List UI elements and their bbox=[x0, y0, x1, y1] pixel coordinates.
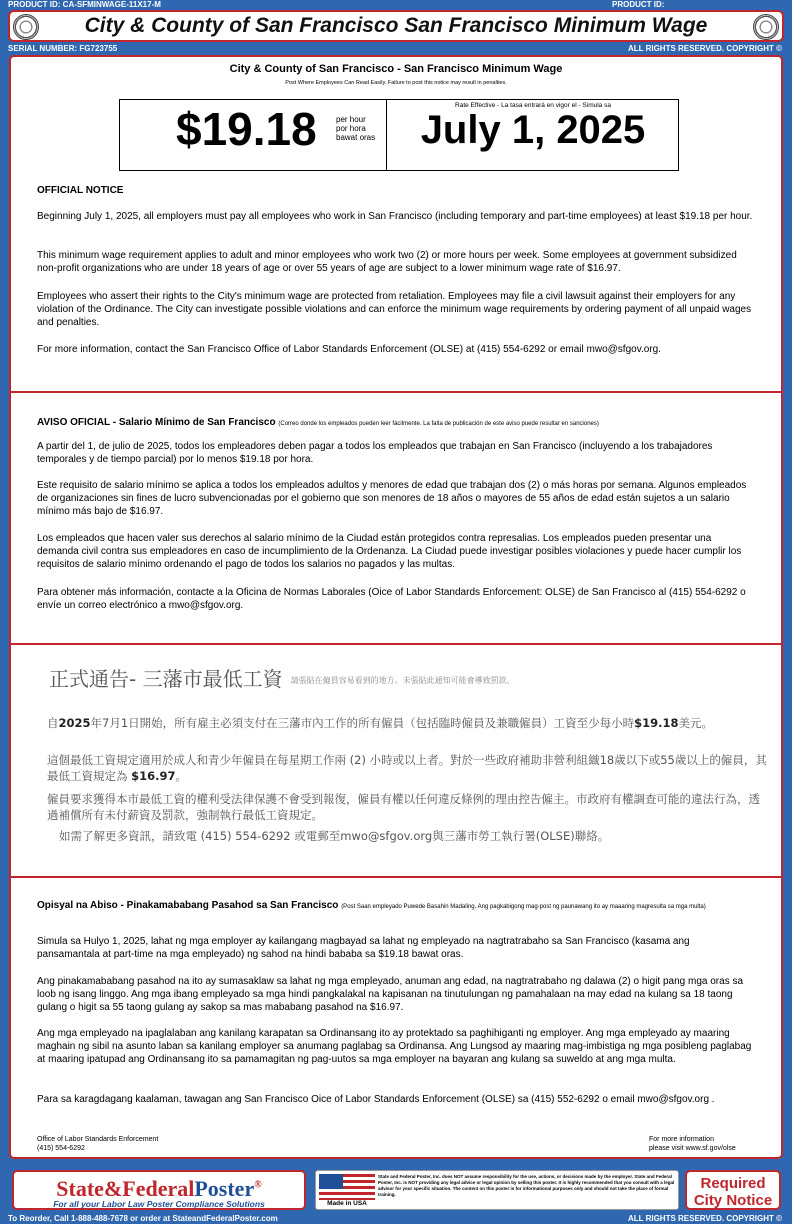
chinese-year: 2025 bbox=[58, 716, 91, 730]
poster-title: City & County of San Francisco San Francisco Minimum Wage bbox=[84, 14, 708, 37]
spanish-paragraph: Este requisito de salario mínimo se aplica a todos los empleados adultos y menores de edad que trabajan dos (2) o más horas por semana. Algunos empleados de organizaciones sin fines de lucro subvencionadas por el gobierno que son menores de 18 años o mayores de 55 años de edad están sujetos a un salario mínimo más bajo de $16.97. bbox=[37, 480, 747, 517]
footer-right bbox=[649, 1135, 736, 1153]
top-meta-bar bbox=[0, 0, 792, 10]
tagalog-paragraph: Ang mga empleyado na ipaglalaban ang kanilang karapatan sa Ordinansang ito ay protektado sa paghihiganti ng employer. Ang mga empleyado ay maaring maghain ng sibil na asunto laban sa kanilang employer sa anumang paglabag sa Ordinansa. Ang Lungsod ay maaring mag-imbistiga ng mga posibleng paglabag at maaring ipatupad ang Ordinansang ito sa pamamagitan ng pag-uutos sa mga employer na bayaran ang kulang sa suweldo at ang mga multa. bbox=[37, 1028, 752, 1065]
wage-amount: $19.18 bbox=[176, 103, 317, 155]
english-heading: OFFICIAL NOTICE bbox=[37, 185, 124, 196]
badge-line-1: Required bbox=[700, 1175, 766, 1192]
chinese-paragraph: 如需了解更多資訊，請致電 (415) 554-6292 或電郵至mwo@sfgov.org與三藩市勞工執行署(OLSE)聯絡。 bbox=[59, 829, 610, 843]
tagalog-heading bbox=[37, 899, 755, 914]
chinese-text: 。 bbox=[175, 769, 188, 783]
registered-mark: ® bbox=[254, 1179, 262, 1191]
footer-more-info: For more information bbox=[649, 1136, 714, 1143]
copyright-bottom: ALL RIGHTS RESERVED. COPYRIGHT © bbox=[627, 1214, 782, 1223]
spanish-paragraph: Los empleados que hacen valer sus derechos al salario mínimo de la Ciudad están protegidos contra represalias. Los empleados pueden presentar una demanda civil contra sus empleadores en caso de incumplimiento de la Ordenanza. La Ciudad puede investigar posibles violaciones y puede hacer cumplir los requisitos de salario mínimo ordenando el pago de todos los salarios no pagados y las multas. bbox=[37, 533, 742, 570]
english-paragraph: This minimum wage requirement applies to adult and minor employees who work two (2) or more hours per week. Some employees at government subsidized non-profit organizations who are under 18 years of age or over 55 years of age are subject to a lower minimum wage rate of $16.97. bbox=[37, 250, 737, 274]
chinese-text: 自 bbox=[47, 716, 59, 730]
logo-part-poster: Poster bbox=[194, 1176, 255, 1201]
tagalog-heading-text: Opisyal na Abiso - Pinakamababang Pasahod sa San Francisco bbox=[37, 900, 339, 911]
serial-number: SERIAL NUMBER: FG723755 bbox=[8, 44, 118, 53]
tagalog-paragraph: Para sa karagdagang kaalaman, tawagan ang San Francisco Oice of Labor Standards Enforcement (OLSE) sa (415) 552-6292 o email mwo@sfgov.org . bbox=[37, 1094, 715, 1105]
chinese-text: 年7月1日開始，所有雇主必須支付在三藩市內工作的所有僱員（包括臨時僱員及兼職僱員）工資至少每小時 bbox=[90, 716, 635, 730]
footer-office: Office of Labor Standards Enforcement bbox=[37, 1136, 159, 1143]
spanish-section bbox=[11, 393, 781, 643]
unit-tl: bawat oras bbox=[336, 133, 376, 142]
footer-phone: (415) 554-6292 bbox=[37, 1145, 85, 1152]
rate-box bbox=[119, 99, 679, 171]
chinese-heading-text: 正式通告- 三藩市最低工資 bbox=[49, 667, 283, 691]
effective-label: Rate Effective - La tasa entrará en vigor el - Simula sa bbox=[455, 102, 611, 109]
unit-es: por hora bbox=[336, 124, 366, 133]
tagalog-heading-note: (Post Saan empleyado Puwede Basahin Madaling. Ang pagkabigong mag-post ng paunawang ito ay maaaring magresulta sa mga multa) bbox=[341, 904, 706, 910]
badge-line-2: City Notice bbox=[693, 1192, 773, 1209]
english-paragraph: For more information, contact the San Francisco Office of Labor Standards Enforcement (OLSE) at (415) 554-6292 or email mwo@sfgov.org. bbox=[37, 344, 661, 355]
reorder-info: To Reorder, Call 1-888-488-7678 or order at StateandFederalPoster.com bbox=[8, 1214, 278, 1223]
city-seal-icon bbox=[13, 14, 39, 40]
chinese-amount: $19.18 bbox=[634, 716, 679, 730]
english-section bbox=[11, 57, 781, 391]
spanish-heading bbox=[37, 416, 755, 431]
product-id-right: PRODUCT ID: bbox=[612, 0, 665, 9]
bottom-bar bbox=[0, 1167, 792, 1213]
chinese-amount: $16.97 bbox=[131, 769, 176, 783]
required-city-notice-badge bbox=[685, 1170, 781, 1210]
tagalog-paragraph: Simula sa Hulyo 1, 2025, lahat ng mga employer ay kailangang magbayad sa lahat ng empleyado na nagtratrabaho sa San Francisco (kasama ang pansamantala at part-time na mga empleyado) ng sahod na hindi bababa sa $19.18 bawat oras. bbox=[37, 936, 690, 960]
spanish-paragraph: A partir del 1, de julio de 2025, todos los empleadores deben pagar a todos los empleados que trabajan en San Francisco (incluyendo a los trabajadores temporales y de tiempo parcial) por lo menos $19.18 por hora. bbox=[37, 441, 713, 465]
serial-bar bbox=[0, 44, 792, 55]
chinese-heading bbox=[49, 663, 515, 692]
effective-date: July 1, 2025 bbox=[420, 108, 646, 152]
english-paragraph: Employees who assert their rights to the City's minimum wage are protected from retaliation. Employees may file a civil lawsuit against their employers for any violation of the Ordinance. The City can investigate possible violations and can enforce the minimum wage requirements by ordering payment of all unpaid wages and penalties. bbox=[37, 291, 752, 328]
footer-left bbox=[37, 1135, 158, 1153]
chinese-section bbox=[11, 645, 781, 876]
title-bar bbox=[8, 10, 784, 42]
poster-body bbox=[9, 55, 783, 1159]
logo-part-state-federal: State&Federal bbox=[56, 1176, 195, 1201]
copyright-top: ALL RIGHTS RESERVED. COPYRIGHT © bbox=[627, 44, 782, 53]
city-seal-icon bbox=[753, 14, 779, 40]
english-paragraph: Beginning July 1, 2025, all employers must pay all employees who work in San Francisco (including temporary and part-time employees) at least $19.18 per hour. bbox=[37, 211, 753, 222]
chinese-paragraph: 僱員要求獲得本市最低工資的權利受法律保護不會受到報復，僱員有權以任何違反條例的理由控告僱主。市政府有權調查可能的違法行為，透過補償所有未付薪資及罰款，強制執行最低工資規定。 bbox=[47, 792, 760, 822]
logo-tagline: For all your Labor Law Poster Compliance Solutions bbox=[53, 1199, 265, 1209]
chinese-paragraph bbox=[47, 752, 769, 784]
unit-en: per hour bbox=[336, 115, 366, 124]
product-id-left: PRODUCT ID: CA-SFMINWAGE-11X17-M bbox=[8, 0, 161, 9]
disclaimer-text: State and Federal Poster, Inc. does NOT assume responsibility for the use, actions, or decisions made by the employer. State and Federal Poster, Inc. is NOT providing any legal advice or legal opinion by selling this poster. It is highly recommended that you consult with a legal advisor for your specific situation. The content on this poster is for informational purposes only and should not take the place of formal training. bbox=[378, 1174, 675, 1197]
notice-subtitle: Post Where Employees Can Read Easily. Failure to post this notice may result in penalties. bbox=[285, 80, 507, 86]
made-in-usa: Made in USA bbox=[319, 1200, 375, 1207]
footer-website: please visit www.sf.gov/olse bbox=[649, 1145, 736, 1152]
chinese-text: 美元。 bbox=[678, 716, 714, 730]
chinese-heading-note: 請張貼在僱員容易看到的地方。未張貼此通知可能會導致罰款。 bbox=[290, 676, 515, 685]
chinese-text: 這個最低工資規定適用於成人和青少年僱員在每星期工作兩 (2) 小時或以上者。對於一些政府補助非營利組織18歲以下或55歲以上的僱員，其最低工資規定為 bbox=[47, 753, 767, 783]
spanish-paragraph: Para obtener más información, contacte a la Oficina de Normas Laborales (Oice of Labor Standards Enforcement: OLSE) de San Francisco al (415) 554-6292 o envíe un correo electrónico a mwo@sfgov.org. bbox=[37, 587, 746, 611]
tagalog-section bbox=[11, 878, 781, 1159]
chinese-paragraph bbox=[47, 715, 769, 731]
spanish-heading-text: AVISO OFICIAL - Salario Mínimo de San Francisco bbox=[37, 417, 276, 428]
publisher-logo bbox=[12, 1170, 306, 1210]
wage-units bbox=[336, 115, 375, 142]
spanish-heading-note: (Correo donde los empleados pueden leer fácilmente. La falta de publicación de este aviso puede resultar en sanciones) bbox=[278, 421, 599, 427]
disclaimer-box bbox=[315, 1170, 679, 1210]
notice-title: City & County of San Francisco - San Francisco Minimum Wage bbox=[229, 63, 563, 75]
tagalog-paragraph: Ang pinakamababang pasahod na ito ay sumasaklaw sa lahat ng mga empleyado, anuman ang edad, na nagtratrabaho ng dalawa (2) o higit pang mga oras sa loob ng isang linggo. Ang mga ibang empleyado sa mga hindi pangkalakal na kapisanan na tinutulungan ng pamahalaan na may edad na kulang sa 18 taong gulang o higit sa 55 taong gulang ay sakop sa mas mababang pasahod na $16.97. bbox=[37, 976, 744, 1013]
